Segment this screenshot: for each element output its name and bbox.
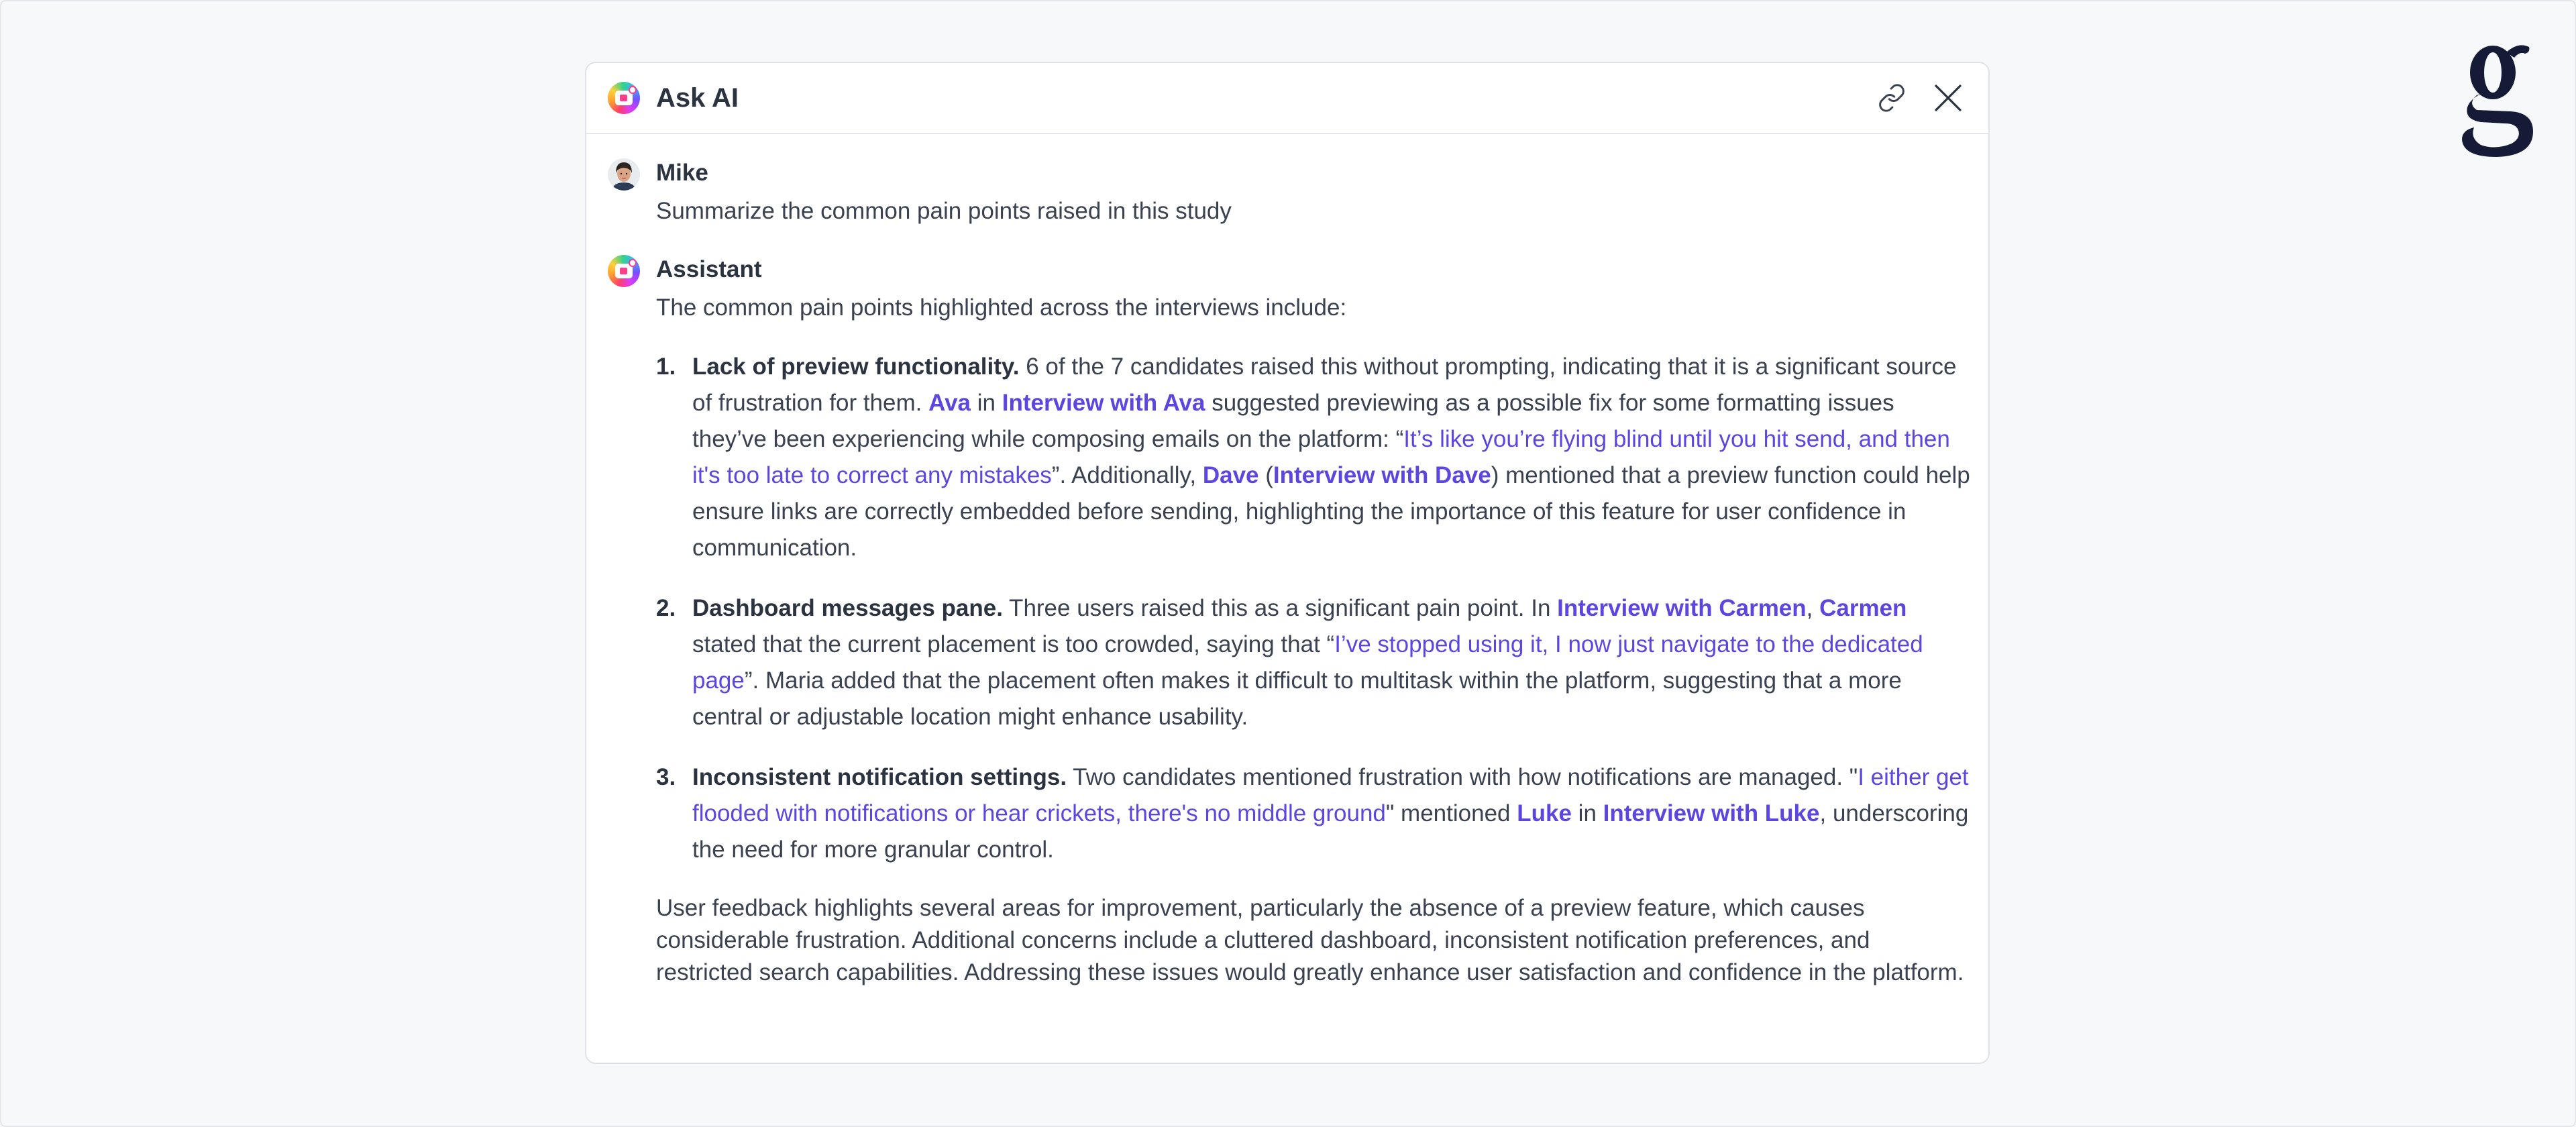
g-logo-icon (2454, 38, 2541, 165)
interview-link-luke[interactable]: Interview with Luke (1603, 800, 1820, 826)
close-icon (1932, 82, 1964, 114)
list-item-number: 3. (656, 764, 676, 790)
list-item-text: Three users raised this as a significant pain point. In (1002, 595, 1558, 621)
list-item-number: 1. (656, 354, 676, 380)
list-item-number: 2. (656, 595, 676, 621)
panel-title: Ask AI (656, 83, 739, 113)
quote-link-luke[interactable]: I either get flooded with notifications or hear crickets, there's no middle ground (692, 764, 1969, 826)
list-item-text: in (1571, 800, 1603, 826)
list-item-title: Lack of preview functionality. (692, 354, 1020, 380)
list-item-text: suggested previewing as a possible fix for some formatting issues they’ve been experiencing while composing emails on the platform: “ (692, 390, 1894, 452)
list-item-text: " mentioned (1385, 800, 1517, 826)
list-item-text: Two candidates mentioned frustration with how notifications are managed. " (1067, 764, 1858, 790)
panel-header (586, 63, 1988, 134)
list-item-text: in (971, 390, 1002, 416)
participant-link-carmen[interactable]: Carmen (1819, 595, 1907, 621)
list-item-text: ) mentioned that a preview function could help ensure links are correctly embedded before sending, highlighting the importance of this feature for user confidence in communication. (692, 462, 1970, 561)
link-icon (1877, 83, 1907, 113)
ask-ai-icon (608, 82, 640, 114)
list-item-text: , underscoring the need for more granular control. (692, 800, 1969, 863)
interview-link-carmen[interactable]: Interview with Carmen (1557, 595, 1807, 621)
list-item-text: ”. Maria added that the placement often makes it difficult to multitask within the platform, suggesting that a more central or adjustable location might enhance usability. (692, 667, 1902, 730)
list-item-text: stated that the current placement is too crowded, saying that “ (692, 631, 1335, 657)
avatar (608, 158, 640, 191)
list-item-text: , (1806, 595, 1820, 621)
participant-link-luke[interactable]: Luke (1517, 800, 1572, 826)
user-message-text: Summarize the common pain points raised in this study (656, 198, 1232, 224)
list-item-title: Inconsistent notification settings. (692, 764, 1067, 790)
list-item (656, 590, 1971, 735)
participant-link-dave[interactable]: Dave (1202, 462, 1259, 488)
copy-link-button[interactable] (1876, 82, 1908, 114)
participant-link-ava[interactable]: Ava (928, 390, 971, 416)
list-item (656, 759, 1971, 868)
ask-ai-panel (585, 62, 1990, 1064)
list-item-title: Dashboard messages pane. (692, 595, 1003, 621)
close-button[interactable] (1929, 79, 1967, 117)
list-item-text: 6 of the 7 candidates raised this without prompting, indicating that it is a significant source of frustration for them. (692, 354, 1957, 416)
assistant-intro: The common pain points highlighted across the interviews include: (656, 294, 1347, 321)
list-item-text: ( (1258, 462, 1273, 488)
list-item-text: ”. Additionally, (1051, 462, 1203, 488)
assistant-summary: User feedback highlights several areas for improvement, particularly the absence of a preview feature, which causes considerable frustration. Additional concerns include a cluttered dashboard, inconsistent notification preferences, and restricted search capabilities. Addressing these issues would greatly enhance user satisfaction and confidence in the platform. (656, 895, 1964, 985)
list-item (656, 349, 1971, 566)
quote-link-carmen[interactable]: I’ve stopped using it, I now just navigate to the dedicated page (692, 631, 1923, 694)
quote-link-ava[interactable]: It’s like you’re flying blind until you hit send, and then it's too late to correct any mistakes (692, 426, 1950, 488)
interview-link-ava[interactable]: Interview with Ava (1002, 390, 1205, 416)
interview-link-dave[interactable]: Interview with Dave (1273, 462, 1491, 488)
assistant-sender-name: Assistant (656, 256, 762, 282)
user-sender-name: Mike (656, 160, 708, 186)
pain-points-list (656, 349, 1971, 868)
assistant-avatar-icon (608, 255, 640, 287)
